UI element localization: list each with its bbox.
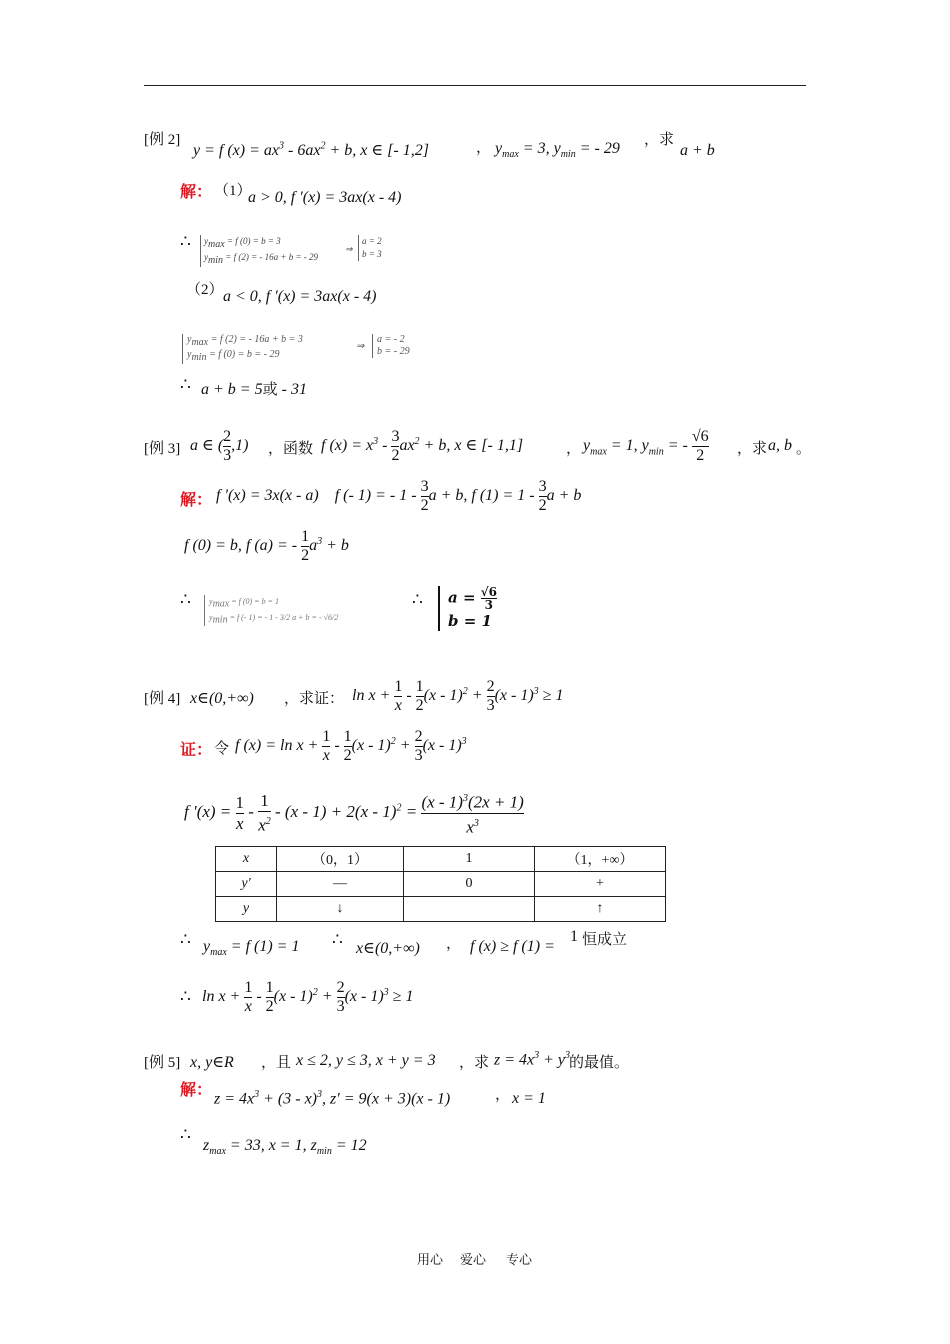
holds-value: 1 <box>570 928 578 945</box>
target-expr: a + b <box>680 142 715 159</box>
proof-label: 证： <box>180 742 213 759</box>
case2-expr: a < 0, f ′(x) = 3ax(x - 4) <box>223 288 377 305</box>
system-line: $y_{max} = f$ (2) = - 16a + b = 3 <box>187 334 303 348</box>
system-3 <box>204 595 338 626</box>
footer-text: 用心 <box>417 1252 444 1267</box>
therefore-symbol: ∴ <box>180 930 191 949</box>
condition-2: x ≤ 2, y ≤ 3, x + y = 3 <box>296 1052 436 1069</box>
solution-line-2: f (0) = b, f (a) = - $\frac{1}{2}$ $a^3 + b$ <box>184 528 349 564</box>
final-answer: a + b = 5或 - 31 <box>201 381 307 398</box>
table-cell: 0 <box>404 872 535 897</box>
table-cell: + <box>535 872 666 897</box>
table-row <box>216 872 666 897</box>
table-cell <box>404 897 535 922</box>
result-line: b = 1 <box>448 612 492 630</box>
problem-function: y = f $(x) = ax^3 - 6ax^2 + b$, x ∈ [- 1,2] <box>193 140 429 159</box>
max-value: $y_{max} = f$ (1) = 1 <box>203 938 300 959</box>
monotonicity-table <box>215 846 666 922</box>
solution-line-1: $z = 4x^3 + (3 - x)^3$, z′ = 9(x + 3)(x - 1) <box>214 1089 451 1108</box>
comma: ， <box>566 441 582 457</box>
system-line: $y_{max} = f$ (0) = b = 3 <box>204 236 281 250</box>
system-2 <box>182 334 303 364</box>
therefore-symbol: ∴ <box>180 232 191 251</box>
result-3 <box>438 586 497 631</box>
ask-text: ，求 <box>459 1055 490 1071</box>
comma: ， <box>446 936 462 952</box>
solution-label: 解： <box>180 184 213 201</box>
result-line: b = 3 <box>362 249 382 259</box>
table-cell: x <box>216 847 277 872</box>
and-word: ，且 <box>261 1055 292 1071</box>
case-number: （2） <box>186 282 224 298</box>
implies-arrow: ⇒ <box>356 341 365 352</box>
footer-text: 专心 <box>506 1252 533 1267</box>
system-1 <box>200 235 318 267</box>
table-cell: （1，+∞） <box>535 847 666 872</box>
system-line: $y_{max} = f$ (0) = b = 1 <box>209 597 279 610</box>
example-label: [例 2] <box>144 132 181 148</box>
condition-x: x∈(0,+∞) <box>190 690 254 707</box>
let-word: 令 <box>214 741 230 757</box>
solution-line-1: f ′(x) = 3x(x - a) f (- 1) = - 1 - $\frac{3}{2}$ a + b, f (1) = 1 - $\frac{3}{2}$ a + b <box>216 478 582 514</box>
system-line: $y_{min} = f$ (- 1) = - 1 - 3/2 a + b = - √6/2 <box>209 612 339 626</box>
comma: ， <box>476 140 492 156</box>
ask-text: ，求 <box>644 132 675 148</box>
table-cell: y <box>216 897 277 922</box>
function-definition: f (x) = ln x + $\frac{1}{x}$ - $\frac{1}{2}$ (x - 1)$^2$ + $\frac{2}{3}$ (x - 1)$^3$ <box>235 728 467 764</box>
example-label: [例 3] <box>144 441 181 457</box>
table-row <box>216 847 666 872</box>
target-expr: $z = 4x^3 + y^3$ <box>494 1050 571 1069</box>
domain-x: x∈(0,+∞) <box>356 940 420 957</box>
therefore-symbol: ∴ <box>332 930 343 949</box>
claim-inequality: ln x + $\frac{1}{x}$ - $\frac{1}{2}$ (x - 1)$^2$ + $\frac{2}{3}$ (x - 1)$^3$ ≥ 1 <box>352 678 564 714</box>
solution-label: 解： <box>180 1082 213 1099</box>
critical-point: x = 1 <box>512 1090 546 1107</box>
result-2 <box>372 334 410 358</box>
table-cell: （0，1） <box>277 847 404 872</box>
holds-text: 恒成立 <box>582 932 628 948</box>
therefore-symbol: ∴ <box>180 590 191 609</box>
result-1 <box>358 235 382 261</box>
target-expr: a, b <box>768 437 792 454</box>
given-extrema: $y_{max} = 1$, $y_{min}$ = - $\frac{√6}{2}$ <box>583 428 709 464</box>
comma: ， <box>495 1087 511 1103</box>
period: 。 <box>796 441 812 457</box>
header-rule <box>144 85 806 86</box>
table-cell: y′ <box>216 872 277 897</box>
solution-label: 解： <box>180 492 213 509</box>
example-label: [例 4] <box>144 691 181 707</box>
therefore-symbol: ∴ <box>180 987 191 1006</box>
down-arrow-icon: ↓ <box>277 897 404 922</box>
result: $z_{max} = 33$, x = 1, $z_{min} = 12$ <box>203 1137 367 1158</box>
up-arrow-icon: ↑ <box>535 897 666 922</box>
given-extrema: $y_{max} = 3$, $y_{min}$ = - 29 <box>495 140 620 161</box>
therefore-symbol: ∴ <box>412 590 423 609</box>
table-row <box>216 897 666 922</box>
result-line: b = - 29 <box>377 346 410 357</box>
case1-expr: a > 0, f ′(x) = 3ax(x - 4) <box>248 189 402 206</box>
system-line: $y_{min} = f$ (2) = - 16a + b = - 29 <box>204 251 319 266</box>
conclusion: ln x + $\frac{1}{x}$ - $\frac{1}{2}$ (x - 1)$^2$ + $\frac{2}{3}$ (x - 1)$^3$ ≥ 1 <box>202 979 414 1015</box>
ask-text: ，求 <box>737 441 768 457</box>
implies-arrow: ⇒ <box>345 244 353 254</box>
inequality: f (x) ≥ f (1) = <box>470 938 555 955</box>
system-line: $y_{min} = f$ (0) = b = - 29 <box>187 349 280 363</box>
result-line: a = 2 <box>362 236 382 246</box>
table-cell: 1 <box>404 847 535 872</box>
result-line: a = - 2 <box>377 334 405 345</box>
example-label: [例 5] <box>144 1055 181 1071</box>
function-word: ，函数 <box>268 441 314 457</box>
ask-text: ，求证： <box>284 691 345 707</box>
table-cell: — <box>277 872 404 897</box>
derivative: f ′(x) = $\frac{1}{x}$ - $\frac{1}{x^2}$ - (x - 1) + 2(x - 1)$^2$ = $\frac{(x - 1)^3(2x + 1)}{x^3}$ <box>184 790 524 837</box>
condition-xy: x, y∈R <box>190 1054 234 1071</box>
case-number: （1） <box>214 183 252 199</box>
therefore-symbol: ∴ <box>180 375 191 394</box>
tail-text: 的最值。 <box>569 1055 630 1071</box>
footer-text: 爱心 <box>460 1252 487 1267</box>
therefore-symbol: ∴ <box>180 1125 191 1144</box>
result-line: a = $\frac{√6}{3}$ <box>448 585 497 612</box>
condition-a: a ∈ ( $\frac{2}{3}$ ,1) <box>190 428 249 464</box>
problem-function: f $(x) = x^3$ - $\frac{3}{2}$ $ax^2 + b$, x ∈ [- 1,1] <box>321 428 524 464</box>
